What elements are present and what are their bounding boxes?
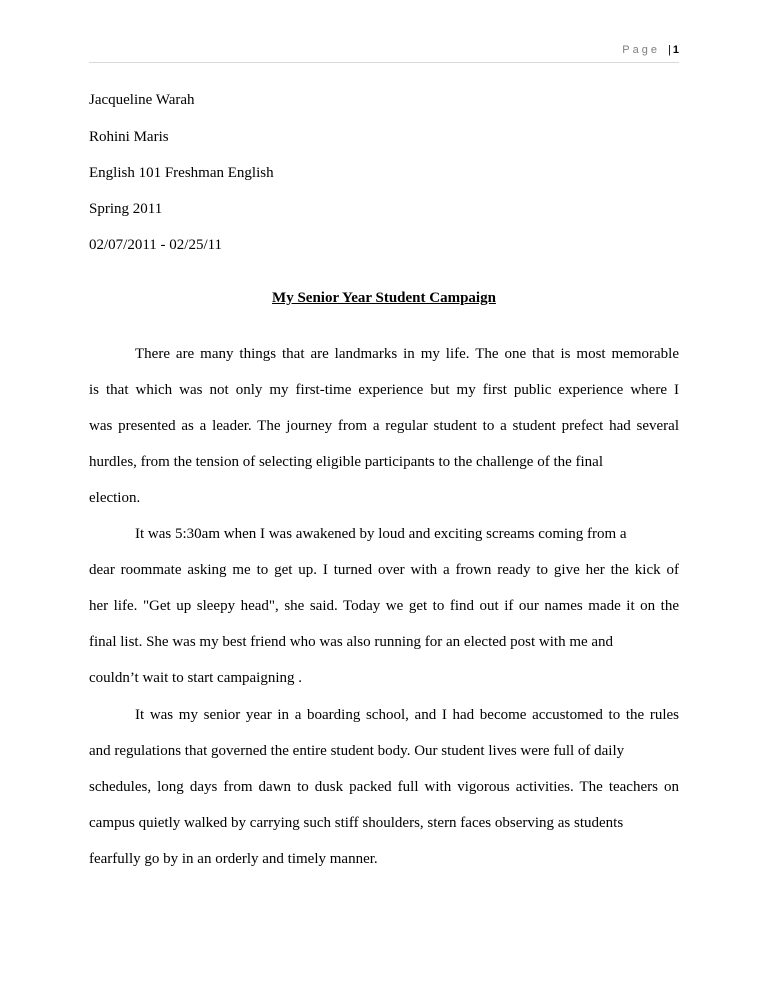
page-separator: | [668, 44, 671, 56]
paragraph-1-line-3: was presented as a leader. The journey from a regular student to a student prefect had several [89, 418, 679, 434]
paragraph-2-line-3: her life. "Get up sleepy head", she said. Today we get to find out if our names made it on the [89, 598, 679, 614]
paragraph-3-line-4: campus quietly walked by carrying such stiff shoulders, stern faces observing as students [89, 815, 624, 831]
paragraph-2-line-4: final list. She was my best friend who was also running for an elected post with me and [89, 634, 614, 650]
student-name: Jacqueline Warah [89, 92, 195, 108]
course-name: English 101 Freshman English [89, 165, 274, 181]
date-range: 02/07/2011 - 02/25/11 [89, 237, 223, 253]
paragraph-1-line-4: hurdles, from the tension of selecting eligible participants to the challenge of the final [89, 454, 604, 470]
instructor-name: Rohini Maris [89, 129, 169, 145]
paragraph-3-line-3: schedules, long days from dawn to dusk packed full with vigorous activities. The teachers on [89, 779, 679, 795]
term: Spring 2011 [89, 201, 163, 217]
paragraph-1-line-2: is that which was not only my first-time experience but my first public experience where I [89, 382, 679, 398]
paragraph-1-line-5: election. [89, 490, 141, 506]
paragraph-2-line-2: dear roommate asking me to get up. I turned over with a frown ready to give her the kick of [89, 562, 679, 578]
paragraph-2-line-1: It was 5:30am when I was awakened by loud and exciting screams coming from a [135, 526, 627, 542]
essay-title: My Senior Year Student Campaign [272, 290, 496, 306]
paragraph-3-line-5: fearfully go by in an orderly and timely manner. [89, 851, 378, 867]
paragraph-3-line-2: and regulations that governed the entire student body. Our student lives were full of daily [89, 743, 625, 759]
paragraph-2-line-5: couldn’t wait to start campaigning . [89, 670, 303, 686]
paragraph-3-line-1: It was my senior year in a boarding school, and I had become accustomed to the rules [135, 707, 679, 723]
page-number: 1 [672, 44, 679, 56]
page-word: Page [622, 44, 660, 56]
page-header [89, 44, 679, 63]
paragraph-1-line-1: There are many things that are landmarks in my life. The one that is most memorable [135, 346, 679, 362]
page-number-label [622, 44, 679, 56]
